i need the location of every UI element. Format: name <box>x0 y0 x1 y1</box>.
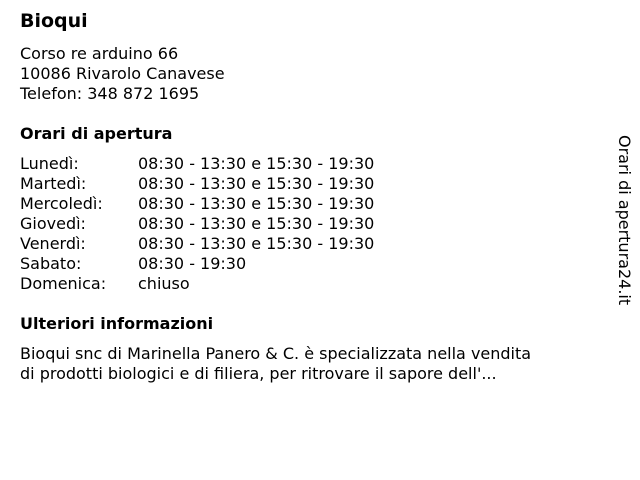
description-line: di prodotti biologici e di filiera, per ritrovare il sapore dell'... <box>20 364 497 383</box>
more-info-heading: Ulteriori informazioni <box>20 314 214 333</box>
phone-number: Telefon: 348 872 1695 <box>20 84 200 103</box>
day-label: Martedì: <box>20 174 87 193</box>
day-label: Venerdì: <box>20 234 86 253</box>
day-label: Domenica: <box>20 274 107 293</box>
day-label: Giovedì: <box>20 214 86 233</box>
time-value: 08:30 - 13:30 e 15:30 - 19:30 <box>138 214 375 233</box>
time-value: 08:30 - 19:30 <box>138 254 247 273</box>
opening-hours-heading: Orari di apertura <box>20 124 173 143</box>
time-value: 08:30 - 13:30 e 15:30 - 19:30 <box>138 234 375 253</box>
description-line: Bioqui snc di Marinella Panero & C. è specializzata nella vendita <box>20 344 532 363</box>
business-name: Bioqui <box>20 10 88 32</box>
time-value: 08:30 - 13:30 e 15:30 - 19:30 <box>138 174 375 193</box>
more-info-description <box>20 344 600 384</box>
time-value: 08:30 - 13:30 e 15:30 - 19:30 <box>138 194 375 213</box>
address-city: 10086 Rivarolo Canavese <box>20 64 225 83</box>
day-label: Mercoledì: <box>20 194 103 213</box>
day-label: Lunedì: <box>20 154 79 173</box>
address-street: Corso re arduino 66 <box>20 44 179 63</box>
watermark-text: Orari di apertura24.it <box>615 135 634 306</box>
day-label: Sabato: <box>20 254 82 273</box>
time-value: 08:30 - 13:30 e 15:30 - 19:30 <box>138 154 375 173</box>
time-value: chiuso <box>138 274 190 293</box>
site-watermark <box>614 135 634 311</box>
business-contact <box>20 44 225 104</box>
